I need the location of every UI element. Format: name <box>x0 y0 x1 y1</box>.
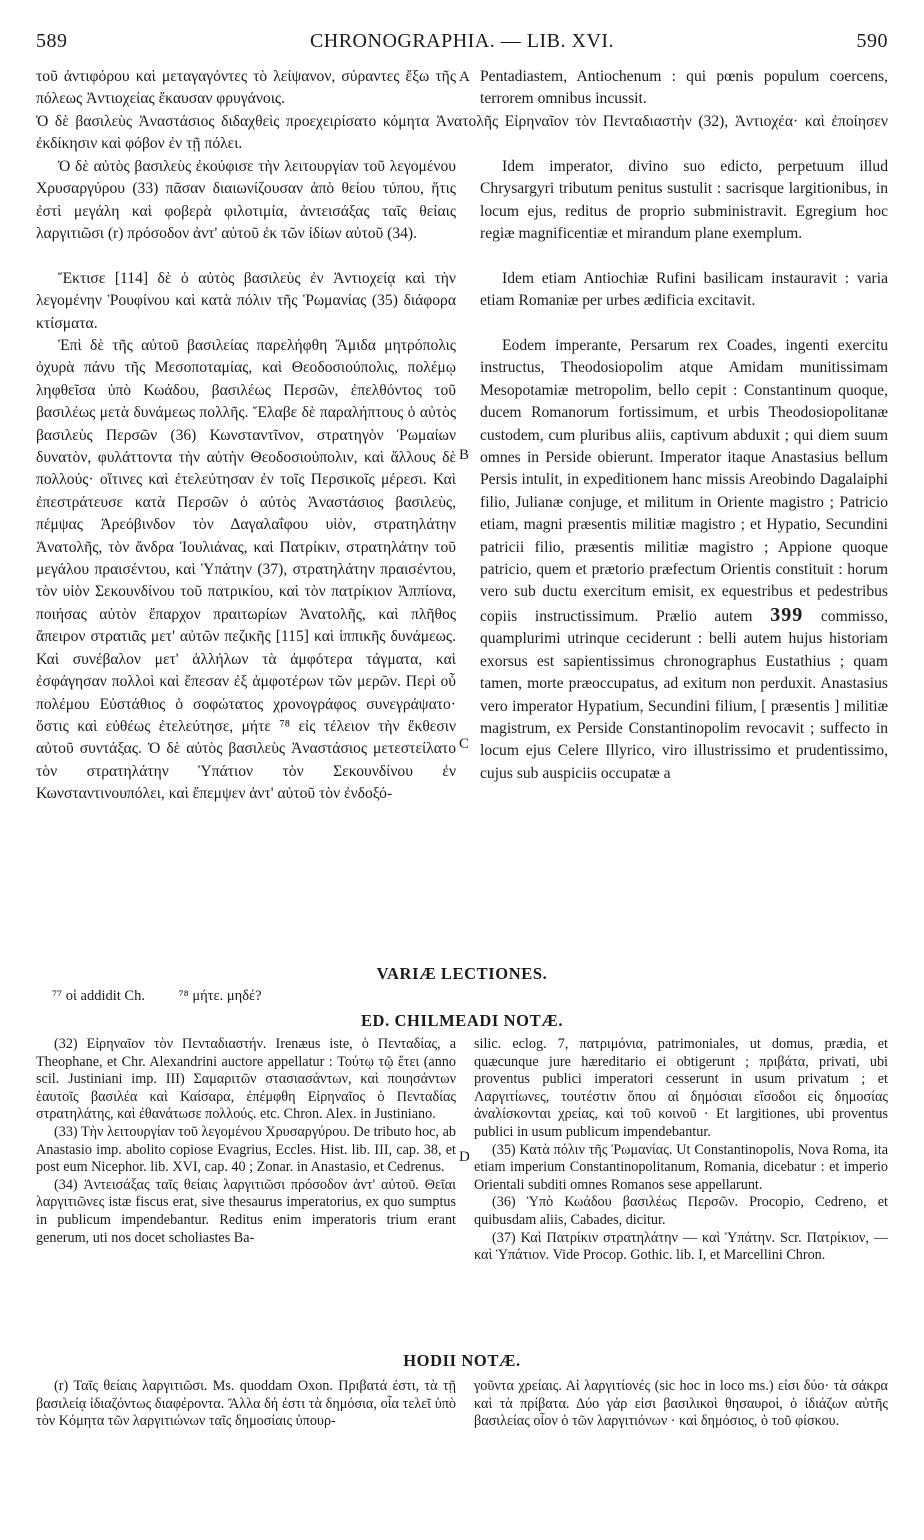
variant-78: ⁷⁸ μήτε. μηδέ? <box>178 988 262 1004</box>
greek-paragraph: Ἔκτισε [114] δὲ ὁ αὐτὸς βασιλεὺς ἐν Ἀντιοχείᾳ καὶ τὴν λεγομένην Ῥουφίνου καὶ κατὰ πόλιν τῆς Ῥωμανίας (35) διάφορα κτίσματα. <box>36 270 456 332</box>
running-title: CHRONOGRAPHIA. — LIB. XVI. <box>309 30 615 52</box>
note-35: (35) Κατὰ πόλιν τῆς Ῥωμανίας. Ut Constantinopolis, Nova Roma, ita etiam imperium Constantinopolitanum, Romania, dicebatur : et imperio Orientali subditi omnes Romanos sese appellarunt. <box>474 1141 888 1193</box>
margin-letter-c: C <box>459 736 470 752</box>
running-header <box>36 30 888 60</box>
latin-text: Eodem imperante, Persarum rex Coades, ingenti exercitu instructus, Theodosiopolim atque Amidam munitissimam Mesopotamiæ metropolim, bello cepit : Constantinum quoque, ducem Romanorum fortissimum, et urbis Theodosiopolitanæ custodem, cum pluribus aliis, captivum abduxit ; qui diem suum omnes in Perside obierunt. Imperator itaque Anastasius bellum Persis intulit, in expeditionem hanc missis Areobindo Dagalaiphi filio, Julianæ conjuge, et militum in Oriente magistro ; Patricio etiam, magni præsentis militiæ magistro ; et Hypatio, Secundini patricii filio, præsentis militiæ magistro ; Appione quoque patricio, quem et prætorio præfectum Orientis constituit : horum vero sub ductu exercitum emisit, ex equestribus et pedestribus copiis instructissimum. Prælio autem <box>480 337 888 625</box>
chilmead-notes-right <box>474 1036 888 1265</box>
latin-paragraph: Idem imperator, divino suo edicto, perpetuum illud Chrysargyri tributum penitus sustulit : sacrisque largitionibus, in locum ejus, reditus de proprio subministravit. Egregium hoc regiæ magnificentiæ et mirandum plane exemplum. <box>480 158 888 243</box>
margin-letter-d: D <box>459 1149 470 1165</box>
note-37: (37) Καὶ Πατρίκιν στρατηλάτην — καὶ Ὑπάτην. Scr. Πατρίκιον, — καὶ Ὑπάτιον. Vide Procop. Gothic. lib. I, et Marcellini Chron. <box>474 1229 888 1264</box>
latin-text: commisso, quamplurimi utrinque ceciderunt : belli autem hujus historiam exorsus est sapientissimus chronographus Eustathius ; quam tamen, morte præoccupatus, ad exitum non perduxit. Anastasius vero imperator Hypatium, Secundini filium, [ præsentis ] militiæ magistrum, ex Perside Constantinopolim revocavit ; suffecto in locum ejus Celere Illyrico, viro illustrissimo et prudentissimo, cujus sub auspiciis occupatæ a <box>480 607 888 782</box>
variant-readings <box>52 988 292 1005</box>
page-number-right: 590 <box>856 30 888 52</box>
variae-heading: VARIÆ LECTIONES. <box>376 964 548 983</box>
latin-column <box>480 66 888 931</box>
latin-paragraph: Pentadiastem, Antiochenum : qui pœnis populum coercens, terrorem omnibus incussit. <box>480 68 888 108</box>
chilmead-heading: ED. CHILMEADI NOTÆ. <box>360 1011 564 1030</box>
hodii-notes-left <box>36 1378 456 1431</box>
greek-paragraph: Ἐπὶ δὲ τῆς αὐτοῦ βασιλείας παρελήφθη Ἄμιδα μητρόπολις ὀχυρὰ πάνυ τῆς Μεσοποταμίας, καὶ Θεοδοσιούπολις, πολέμῳ ληφθεῖσα ὑπὸ Κωάδου, βασιλέως Περσῶν, ἐπελθόντος τοῦ βασιλέως μετὰ δυνάμεως πολλῆς. Ἔλαβε δὲ παραλήπτους ὁ αὐτὸς βασιλεὺς Περσῶν (36) Κωνσταντῖνον, στρατηγὸν Ῥωμαίων δυνατὸν, φυλάττοντα τὴν αὐτὴν Θεοδοσιούπολιν, καὶ ἄλλους δὲ πολλούς· οἵτινες καὶ ἐτελεύτησαν ἐν τοῖς Περσικοῖς μέρεσι. Καὶ ἐπεστράτευσε κατὰ Περσῶν ὁ αὐτὸς Ἀναστάσιος βασιλεὺς, πέμψας Ἀρεόβινδον τὸν Δαγαλαΐφου υἱὸν, στρατηλάτην Ἀνατολῆς, τὸν ἄνδρα Ἰουλιάνας, καὶ Πατρίκιν, στρατηλάτην τοῦ μεγάλου πραισέντου, καὶ Ὑπάτην (37), στρατηλάτην πραισέντου, τὸν υἱὸν Σεκουνδίνου τοῦ πατρικίου, καὶ τὸν πατρίκιον Ἀππίονα, ποιήσας αὐτὸν ἔπαρχον πραιτωρίων Ἀνατολῆς, καὶ πλῆθος ἄπειρον στρατιᾶς μετ' αὐτῶν πεζικῆς [115] καὶ ἱππικῆς δυνάμεως. Καὶ συνέβαλον μετ' ἀλλήλων τὰ ἀμφότερα τάγματα, καὶ ἐσφάγησαν πολλοὶ καὶ ἔπεσαν ἐξ ἀμφοτέρων τῶν μερῶν. Περὶ οὗ πολέμου Εὐστάθιος ὁ σοφώτατος χρονογράφος συνεγράψατο· ὅστις καὶ εὐθέως ἐτελεύτησε, μήτε ⁷⁸ εἰς τέλειον τὴν ἔκθεσιν αὐτοῦ συντάξας. Ὁ δὲ αὐτὸς βασιλεὺς Ἀναστάσιος μετεστείλατο τὸν στρατηλάτην Ὑπάτιον τὸν Σεκουνδίνου ἐν Κωνσταντινουπόλει, καὶ ἔπεμψεν ἀντ' αὐτοῦ τὸν ἐνδοξό- <box>36 337 456 803</box>
note-34-continued: silic. eclog. 7, πατριμόνια, patrimoniales, ut domus, prædia, et quæcunque jure hæreditario ei obtigerunt ; πριβάτα, privati, ubi proventus publici imperatori cesserunt in usum privatum ; et Λαργιτίωνες, τουτέστιν ὅπου αἱ δημόσιαι εἴσοδοι εἰς δημοσίας ἀναλίσκονται χρείας, καὶ τοῦ κοινοῦ · Et largitiones, ubi proventus publici in usum publicum impendebantur. <box>474 1036 888 1140</box>
note-34: (34) Ἀντεισάξας ταῖς θείαις λαργιτιῶσι πρόσοδον ἀντ' αὐτοῦ. Θεῖαι λαργιτιῶνες istæ fiscus erat, sive thesaurus imperatorius, ex quo sumptus in publicum impendebantur. Reditus enim imperatoris trium erant generum, uti nos docet scholiastes Ba- <box>36 1176 456 1246</box>
greek-paragraph-span: Ὁ δὲ βασιλεὺς Ἀναστάσιος διδαχθεὶς προεχειρίσατο κόμητα Ἀνατολῆς Εἰρηναῖον τὸν Πενταδιαστὴν (32), Ἀντιοχέα· καὶ ἐποίησεν ἐκδίκησιν καὶ φόβον ἐν τῇ πόλει. <box>36 113 888 153</box>
latin-paragraph: Idem etiam Antiochiæ Rufini basilicam instauravit : varia etiam Romaniæ per urbes ædificia excitavit. <box>480 270 888 310</box>
page-number-left: 589 <box>36 30 68 52</box>
margin-letter-a: A <box>459 69 470 85</box>
note-33: (33) Τὴν λειτουργίαν τοῦ λεγομένου Χρυσαργύρου. De tributo hoc, ab Anastasio imp. abolito copiose Evagrius, Eccles. Hist. lib. III, cap. 38, et post eum Nicephor. lib. XVI, cap. 40 ; Zonar. in Anastasio, et Cedrenus. <box>36 1123 456 1176</box>
hodii-heading: HODII NOTÆ. <box>403 1351 521 1370</box>
column-number: 399 <box>770 603 804 626</box>
greek-paragraph: τοῦ ἀντιφόρου καὶ μεταγαγόντες τὸ λείψανον, σύραντες ἔξω τῆς πόλεως Ἀντιοχείας ἔκαυσαν φρυγάνοις. <box>36 68 456 108</box>
note-r: (r) Ταῖς θείαις λαργιτιῶσι. Ms. quoddam Oxon. Πριβατά ἐστι, τὰ τῇ βασιλείᾳ ἰδιαζόντως διαφέροντα. Ἄλλα δή ἐστι τὰ δημόσια, οἷα τελεῖ ὑπὸ τὸν Κόμητα τῶν λαργιτιώνων ταῖς δημοσίαις ὑπουρ- <box>36 1378 456 1430</box>
hodii-notes-right <box>474 1378 888 1431</box>
chilmead-notes-left <box>36 1036 456 1247</box>
note-36: (36) Ὑπὸ Κωάδου βασιλέως Περσῶν. Procopio, Cedreno, et quibusdam aliis, Cabades, dicitur. <box>474 1194 888 1228</box>
variant-77: ⁷⁷ οἱ addidit Ch. <box>52 988 145 1004</box>
latin-paragraph <box>480 335 888 931</box>
greek-paragraph: Ὁ δὲ αὐτὸς βασιλεὺς ἐκούφισε τὴν λειτουργίαν τοῦ λεγομένου Χρυσαργύρου (33) πᾶσαν διαιωνίζουσαν ἀπὸ θείου τύπου, ἥτις ἐστὶ μεγάλη καὶ φοβερὰ φιλοτιμία, ἀντεισάξας ταῖς θείαις λαργιτιῶσι (r) πρόσοδον ἀντ' αὐτοῦ ἐκ τῶν ἰδίων αὐτοῦ (34). <box>36 158 456 243</box>
note-r-continued: γοῦντα χρείαις. Αἱ λαργιτίονές (sic hoc in loco ms.) εἰσι δύο· τὰ σάκρα καὶ τὰ πρίβατα. Δύο γάρ εἰσι βασιλικοὶ θησαυροὶ, ὁ ἰδιάζων αὐτῆς βασιλείας οἷον ὁ τῶν λαργιτιόνων · καὶ δημόσιος, ὁ τοῦ φίσκου. <box>474 1378 888 1430</box>
margin-letter-b: B <box>459 447 470 463</box>
note-32: (32) Εἰρηναῖον τὸν Πενταδιαστήν. Irenæus iste, ὁ Πενταδίας, a Theophane, et Chr. Alexandrini auctore appellatur : Τούτῳ τῷ ἔτει (anno scil. Justiniani imp. III) Σαμαριτῶν στασιασάντων, καὶ ποιησάντων ἑαυτοῖς βασιλέα καὶ Καίσαρα, ἐπέμφθη Εἰρηναῖος ὁ Πενταδίας στρατηλάτης, καὶ ἐθανάτωσε πολλούς. etc. Chron. Alex. in Justiniano. <box>36 1036 456 1123</box>
